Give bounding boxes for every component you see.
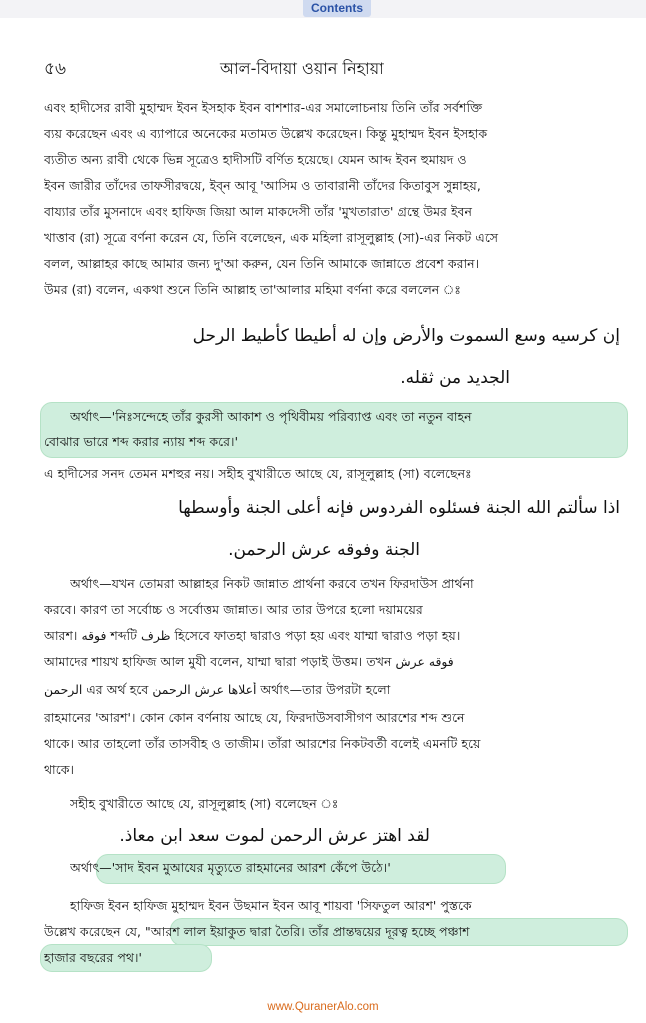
text-line: হাজার বছরের পথ।' — [44, 950, 143, 965]
translation-line: অর্থাৎ—'নিঃসন্দেহে তাঁর কুরসী আকাশ ও পৃথিবীময় পরিব্যাপ্ত এবং তা নতুন বাহন — [70, 409, 472, 424]
text-line: খাত্তাব (রা) সূত্রে বর্ণনা করেন যে, তিনি বলেছেন, এক মহিলা রাসূলুল্লাহ (সা)-এর নিকট এসে — [44, 230, 499, 245]
text-line: এবং হাদীসের রাবী মুহাম্মদ ইবন ইসহাক ইবন বাশশার-এর সমালোচনায় তিনি তাঁর সর্বশক্তি — [44, 100, 483, 115]
text-line: বলল, আল্লাহর কাছে আমার জন্য দু'আ করুন, যেন তিনি আমাকে জান্নাতে প্রবেশ করান। — [44, 256, 480, 271]
running-title: আল-বিদায়া ওয়ান নিহায়া — [220, 59, 384, 78]
text-line: ব্যতীত অন্য রাবী থেকে ভিন্ন সূত্রেও হাদীসটি বর্ণিত হয়েছে। যেমন আব্দ ইবন হুমায়দ ও — [44, 152, 467, 167]
page-number: ৫৬ — [44, 59, 67, 79]
footer-site-link[interactable]: www.QuranerAlo.com — [267, 1001, 379, 1013]
text-line: অর্থাৎ—যখন তোমরা আল্লাহর নিকট জান্নাত প্রার্থনা করবে তখন ফিরদাউস প্রার্থনা — [70, 576, 474, 591]
text-line: ইবন জারীর তাঁদের তাফসীরদ্বয়ে, ইব্ন আবূ 'আসিম ও তাবারানী তাঁদের কিতাবুস সুন্নাহয়, — [44, 178, 481, 193]
arabic-verse-line: إن كرسيه وسع السموت والأرض وإن له أطيطا كأطيط الرحل — [192, 326, 620, 346]
text-line: ব্যয় করেছেন এবং এ ব্যাপারে অনেকের মতামত উল্লেখ করেছেন। কিন্তু মুহাম্মদ ইবন ইসহাক — [44, 126, 488, 141]
text-line: থাকে। — [44, 762, 74, 777]
toolbar — [0, 0, 646, 18]
translation-line: অর্থাৎ—'সাদ ইবন মুআযের মৃত্যুতে রাহমানের আরশ কেঁপে উঠে।' — [70, 860, 391, 875]
text-line: الرحمن এর অর্থ হবে أعلاها عرش الرحمن অর্থাৎ—তার উপরটা হলো — [44, 682, 391, 697]
text-line: করবে। কারণ তা সর্বোচ্চ ও সর্বোত্তম জান্নাত। আর তার উপরে হলো দয়াময়ের — [44, 602, 423, 617]
arabic-verse-line: لقد اهتز عرش الرحمن لموت سعد ابن معاذ. — [119, 826, 430, 846]
text-line: এ হাদীসের সনদ তেমন মশহুর নয়। সহীহ বুখারীতে আছে যে, রাসূলুল্লাহ (সা) বলেছেনঃ — [44, 466, 472, 481]
text-line: আরশ। فوقه শব্দটি ظرف হিসেবে ফাতহা দ্বারাও পড়া হয় এবং যাম্মা দ্বারাও পড়া হয়। — [44, 628, 461, 643]
contents-button[interactable]: Contents — [303, 0, 371, 17]
arabic-verse-line: الجنة وفوقه عرش الرحمن. — [228, 540, 420, 560]
text-line: উমর (রা) বলেন, একথা শুনে তিনি আল্লাহ তা'আলার মহিমা বর্ণনা করে বললেন ঃ — [44, 282, 462, 297]
text-line: থাকে। আর তাহলো তাঁর তাসবীহ ও তাজীম। তাঁরা আরশের নিকটবর্তী বলেই এমনটি হয়ে — [44, 736, 481, 751]
arabic-verse-line: الجديد من ثقله. — [400, 368, 510, 388]
text-line: উল্লেখ করেছেন যে, "আরশ লাল ইয়াকুত দ্বারা তৈরি। তাঁর প্রান্তদ্বয়ের দূরত্ব হচ্ছে পঞ্চাশ — [44, 924, 470, 939]
text-line: হাফিজ ইবন হাফিজ মুহাম্মদ ইবন উছমান ইবন আবূ শায়বা 'সিফতুল আরশ' পুস্তকে — [70, 898, 472, 913]
text-line: আমাদের শায়খ হাফিজ আল মুযী বলেন, যাম্মা দ্বারা পড়াই উত্তম। তখন فوقه عرش — [44, 654, 454, 669]
text-line: রাহমানের 'আরশ'। কোন কোন বর্ণনায় আছে যে, ফিরদাউসবাসীগণ আরশের শব্দ শুনে — [44, 710, 465, 725]
text-line: সহীহ বুখারীতে আছে যে, রাসূলুল্লাহ (সা) বলেছেন ঃ — [70, 796, 339, 811]
arabic-verse-line: اذا سألتم الله الجنة فسئلوه الفردوس فإنه أعلى الجنة وأوسطها — [178, 498, 620, 518]
text-line: বায্যার তাঁর মুসনাদে এবং হাফিজ জিয়া আল মাকদেসী তাঁর 'মুখতারাত' গ্রন্থে উমর ইবন — [44, 204, 473, 219]
translation-line: বোঝার ভারে শব্দ করার ন্যায় শব্দ করে।' — [44, 434, 239, 449]
